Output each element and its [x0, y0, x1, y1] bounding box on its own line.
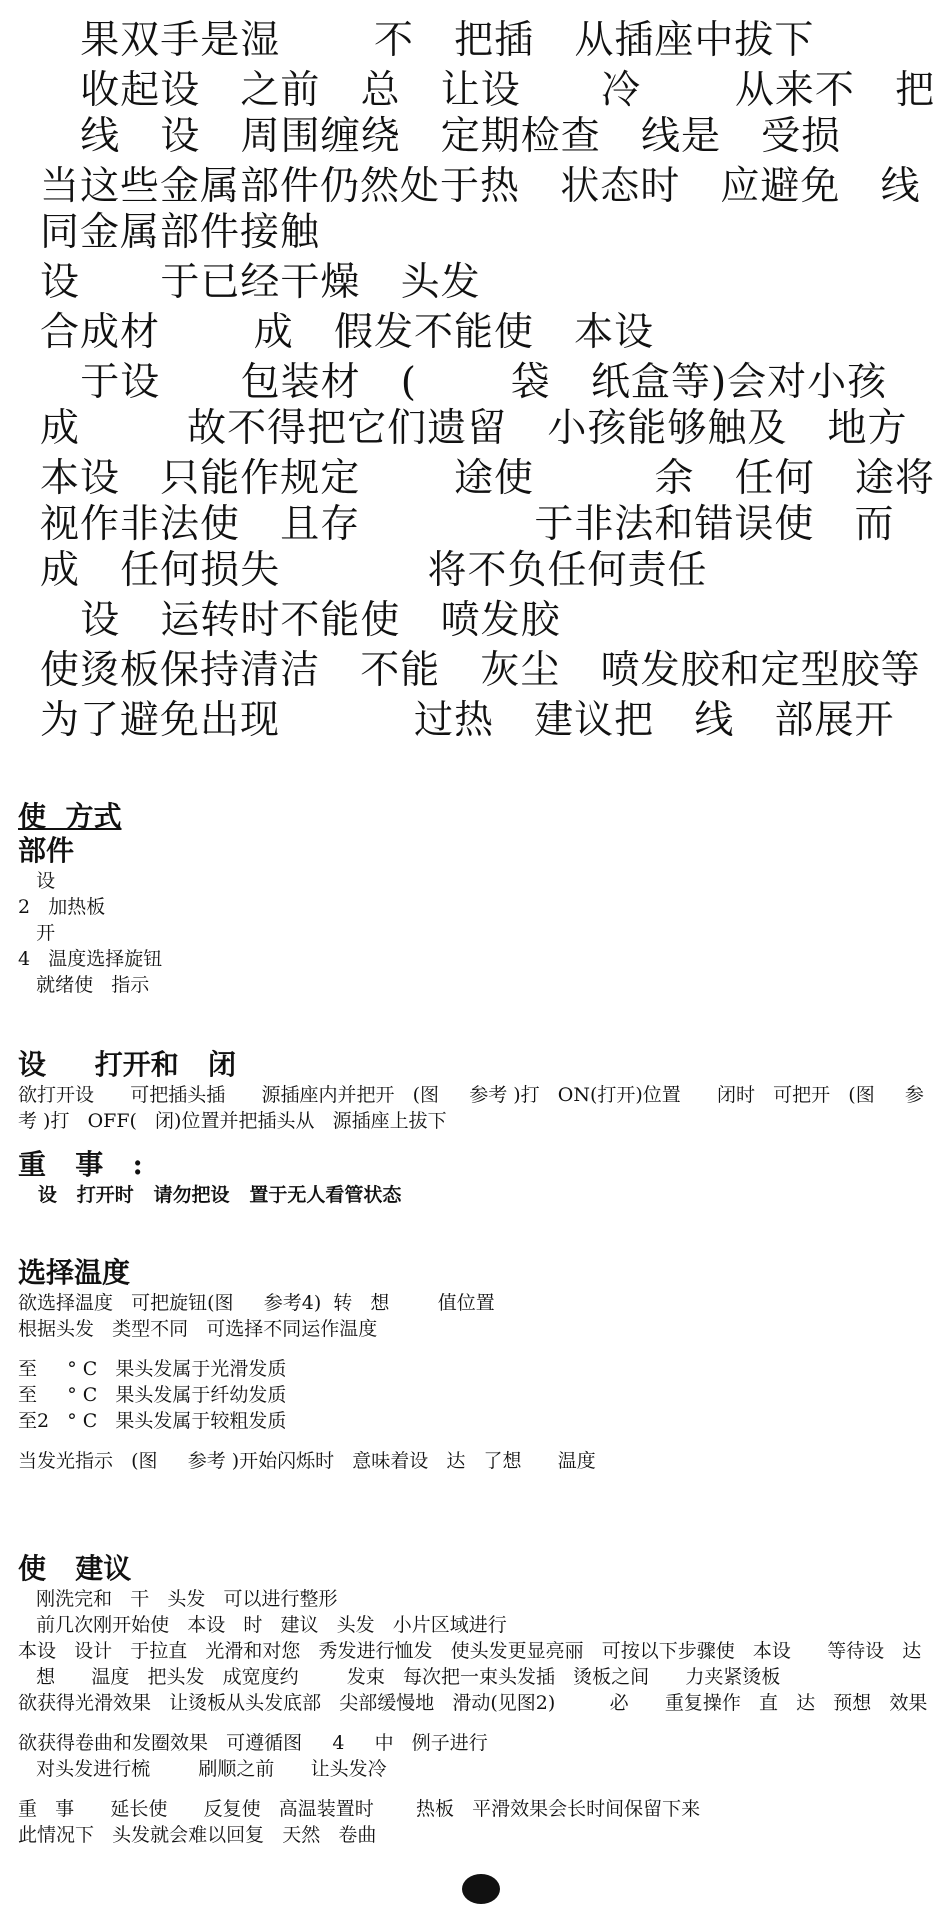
usage-heading: 使 方式 [18, 800, 122, 833]
advice-line: 本设 设计 于拉直 光滑和对您 秀发进行恤发 使头发更显亮丽 可按以下步骤使 本设 等待设 达 [18, 1640, 922, 1662]
power-heading: 设 打开和 闭 [18, 1048, 236, 1081]
advice-line: 欲获得光滑效果 让烫板从头发底部 尖部缓慢地 滑动(见图2) 必 重复操作 直 达 预想 效果 [18, 1692, 928, 1714]
advice-line: 前几次刚开始使 本设 时 建议 头发 小片区域进行 [18, 1614, 507, 1636]
parts-item: 开 [18, 922, 56, 944]
warning-item [40, 598, 910, 644]
parts-heading: 部件 [18, 834, 75, 867]
warning-line: 使烫板保持清洁 不能 灰尘 喷发胶和定型胶等 [40, 648, 921, 693]
temperature-range: 至2 ° C 果头发属于较粗发质 [18, 1410, 287, 1432]
important-note: 此情况下 头发就会难以回复 天然 卷曲 [18, 1824, 377, 1846]
warning-item [40, 260, 910, 306]
important-line: 设 打开时 请勿把设 置于无人看管状态 [18, 1184, 402, 1206]
advice-line: 刚洗完和 干 头发 可以进行整形 [18, 1588, 338, 1610]
parts-item: 4 温度选择旋钮 [18, 948, 163, 970]
warning-line: 合成材 成 假发不能使 本设 [40, 310, 655, 355]
warning-line: 为了避免出现 过热 建议把 线 部展开 [40, 698, 895, 743]
warning-item [40, 164, 921, 256]
warning-line: 同金属部件接触 [40, 210, 321, 255]
parts-list [18, 868, 938, 998]
warning-item [40, 648, 921, 694]
temperature-range: 至 ° C 果头发属于光滑发质 [18, 1358, 287, 1380]
warning-item [40, 68, 936, 160]
power-line: 考 )打 OFF( 闭)位置并把插头从 源插座上拔下 [18, 1110, 447, 1132]
warning-line: 设 于已经干燥 头发 [40, 260, 481, 305]
warning-item [40, 698, 910, 744]
warning-line: 于设 包装材 ( 袋 纸盒等)会对小孩 [40, 360, 888, 405]
warning-line: 视作非法使 且存 于非法和错误使 而 [40, 502, 895, 547]
warning-line: 果双手是湿 不 把插 从插座中拔下 [40, 18, 815, 63]
warning-line: 成 任何损失 将不负任何责任 [40, 548, 708, 593]
warning-item [40, 310, 910, 356]
warning-item [40, 456, 935, 594]
advice-line: 想 温度 把头发 成宽度约 发束 每次把一束头发插 烫板之间 力夹紧烫板 [18, 1666, 781, 1688]
warning-item [40, 360, 910, 452]
page-marker [462, 1874, 500, 1904]
warning-item [40, 18, 910, 64]
safety-warnings [40, 18, 936, 748]
curl-line: 对头发进行梳 刷顺之前 让头发冷 [18, 1758, 387, 1780]
temperature-section [18, 1256, 938, 1474]
warning-line: 设 运转时不能使 喷发胶 [40, 598, 561, 643]
warning-line: 线 设 周围缠绕 定期检查 线是 受损 [40, 114, 842, 159]
parts-item: 2 加热板 [18, 896, 106, 918]
power-line: 欲打开设 可把插头插 源插座内并把开 (图 参考 )打 ON(打开)位置 闭时 可把开 (图 参 [18, 1084, 924, 1106]
warning-line: 收起设 之前 总 让设 冷 从来不 把 [40, 68, 936, 113]
temperature-heading: 选择温度 [18, 1256, 131, 1289]
temperature-line: 根据头发 类型不同 可选择不同运作温度 [18, 1318, 378, 1340]
advice-section [18, 1552, 938, 1848]
warning-line: 当这些金属部件仍然处于热 状态时 应避免 线 [40, 164, 921, 209]
usage-section [18, 800, 938, 998]
parts-item: 就绪使 指示 [18, 974, 150, 996]
important-note: 重 事 延长使 反复使 高温装置时 热板 平滑效果会长时间保留下来 [18, 1798, 701, 1820]
power-section [18, 1048, 938, 1208]
warning-line: 本设 只能作规定 途使 余 任何 途将 [40, 456, 935, 501]
temperature-range: 至 ° C 果头发属于纤幼发质 [18, 1384, 287, 1406]
warning-line: 成 故不得把它们遗留 小孩能够触及 地方 [40, 406, 908, 451]
temperature-line: 欲选择温度 可把旋钮(图 参考4) 转 想 值位置 [18, 1292, 495, 1314]
curl-line: 欲获得卷曲和发圈效果 可遵循图 4 中 例子进行 [18, 1732, 488, 1754]
indicator-line: 当发光指示 (图 参考 )开始闪烁时 意味着设 达 了想 温度 [18, 1450, 596, 1472]
parts-item: 设 [18, 870, 56, 892]
advice-heading: 使 建议 [18, 1552, 132, 1585]
important-heading: 重 事 : [18, 1148, 143, 1181]
